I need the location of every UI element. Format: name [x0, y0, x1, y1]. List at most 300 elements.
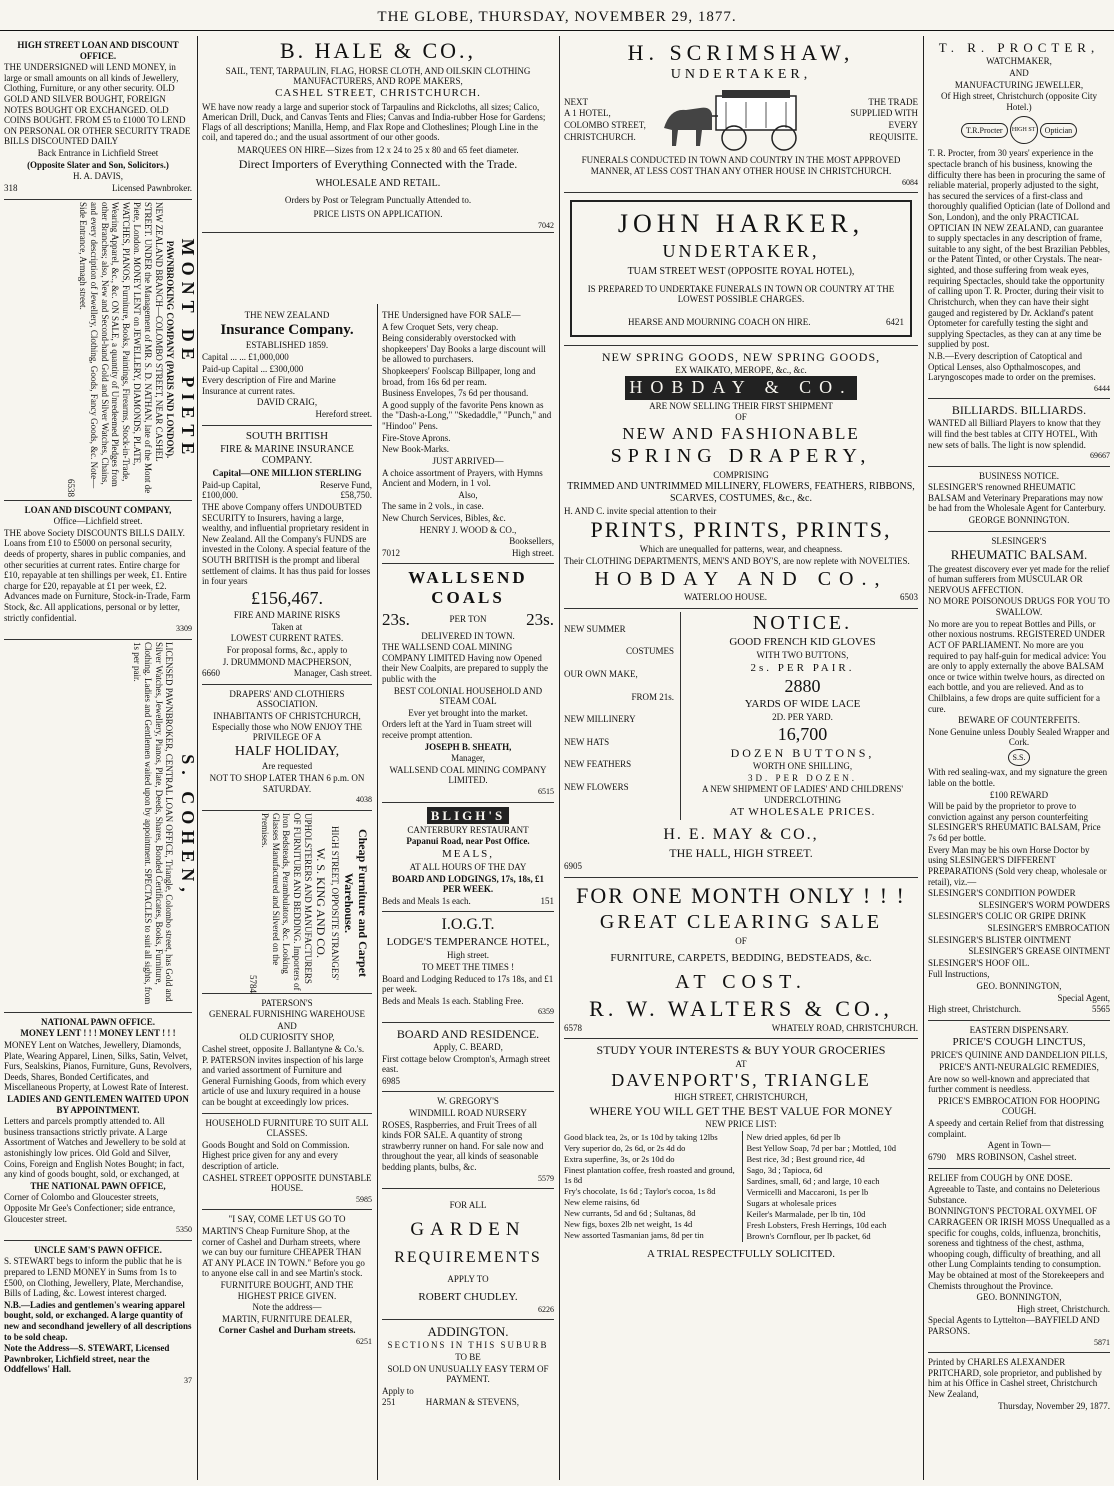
- ad-body: THE WALLSEND COAL MINING COMPANY LIMITED Having now Opened their New Coalpits, are prepared to supply the public with the: [382, 642, 548, 684]
- ad-to-be: TO BE: [455, 1351, 481, 1362]
- ad-cohen: [4, 640, 198, 1013]
- ad-opposite: (Opposite Slater and Son, Solicitors.): [27, 159, 169, 170]
- ad-body-2: Letters and parcels promptly attended to. All business transactions strictly private. A Large Assortment of Watches and Jewellery to be sold at astonishingly low prices. Old Gold and Silver, Coins, Foreign and English Notes Bought; in fact, any kind of goods bought, sold, or exchanged, at: [4, 1116, 186, 1180]
- ad-price-right: 23s.: [526, 609, 554, 629]
- ad-item: Fire-Stove Aprons.: [382, 432, 451, 443]
- ad-role: Licensed Pawnbroker.: [112, 182, 192, 193]
- price-item: Finest plantation coffee, fresh roasted and ground, 1s 8d: [564, 1164, 735, 1185]
- ad-heading: FOR ONE MONTH ONLY ! ! !: [576, 883, 906, 909]
- ad-worth: WORTH ONE SHILLING,: [752, 761, 853, 772]
- ad-prints: PRINTS, PRINTS, PRINTS,: [590, 517, 892, 543]
- ad-subtitle: WINDMILL ROAD NURSERY: [409, 1108, 527, 1118]
- ad-slesinger-balsam: [928, 532, 1110, 1021]
- ad-household: [202, 1114, 372, 1211]
- ad-title: PATERSON'S: [261, 997, 313, 1008]
- price-item: Fry's chocolate, 1s 6d ; Taylor's cocoa, 1s 8d: [564, 1185, 716, 1196]
- ad-address: CASHEL STREET, CHRISTCHURCH.: [275, 87, 481, 99]
- ad-hearse: HEARSE AND MOURNING COACH ON HIRE.: [628, 317, 811, 328]
- ad-per-ton: PER TON: [449, 614, 487, 625]
- price-item: New eleme raisins, 6d: [564, 1196, 640, 1207]
- ad-also: Also,: [458, 489, 478, 500]
- ad-number: 151: [540, 895, 554, 906]
- ad-number: 5871: [1094, 1337, 1110, 1347]
- ad-capital: Capital ... ... £1,000,000: [202, 351, 289, 362]
- ad-name: H. E. MAY & CO.,: [663, 826, 819, 844]
- sign-right: Optician: [1040, 123, 1078, 138]
- ad-meals: MEALS,: [441, 848, 495, 861]
- ad-title: RHEUMATIC BALSAM.: [950, 547, 1088, 563]
- ad-no-more: NO MORE POISONOUS DRUGS FOR YOU TO SWALLOW.: [928, 596, 1110, 618]
- ad-number: 4038: [356, 795, 372, 805]
- ad-and: AND: [277, 1020, 297, 1031]
- ad-number: 3309: [176, 624, 192, 634]
- ad-street: Hereford street.: [315, 408, 372, 419]
- ad-wood-booksellers: [382, 306, 554, 564]
- ad-subtitle: UNDERTAKER,: [670, 66, 812, 82]
- price-item: New dried apples, 6d per lb: [746, 1131, 841, 1142]
- ad-left-item: NEW HATS: [564, 736, 610, 747]
- ad-sold: SOLD ON UNUSUALLY EASY TERM OF PAYMENT.: [387, 1363, 549, 1385]
- ad-address: TUAM STREET WEST (OPPOSITE ROYAL HOTEL),: [627, 266, 855, 278]
- ad-title: B. HALE & CO.,: [280, 38, 476, 63]
- ad-relief-cough: [928, 1169, 1110, 1354]
- ad-number: 6790: [928, 1151, 946, 1162]
- ad-beware: BEWARE OF COUNTERFEITS.: [958, 715, 1080, 726]
- ad-subtitle: FIRE & MARINE INSURANCE COMPANY.: [220, 443, 354, 467]
- ad-comprising: COMPRISING: [713, 469, 769, 480]
- ad-scrimshaw: [564, 36, 918, 193]
- ad-count-lace: 2880: [784, 675, 821, 696]
- ad-title: DRAPERS' AND CLOTHIERS ASSOCIATION.: [229, 688, 345, 710]
- ad-address: Of High street, Christchurch (opposite City Hotel.): [941, 91, 1097, 112]
- ad-title: Cheap Furniture and Carpet Warehouse.: [341, 828, 370, 977]
- ad-left-line: NEXT: [564, 96, 588, 107]
- ad-national-pawn: [4, 1013, 192, 1241]
- ad-board: BOARD AND LODGINGS, 17s, 18s, £1 PER WEEK.: [391, 873, 545, 895]
- ad-body: Are now so well-known and appreciated that further comment is needless.: [928, 1073, 1090, 1095]
- ad-new: NEW AND FASHIONABLE: [622, 423, 860, 443]
- ad-paid-up: Paid-up Capital ... £300,000: [202, 363, 304, 374]
- ad-body: THE above Society DISCOUNTS BILLS DAILY. Loans from £10 to £5000 on personal security, deeds of property, shares in public companies, and other securities at current rates. Entire charge for £10, repayable at ten shillings per week, £1. Entire charge for £20, repayable at £1 per week, £2. Advances made on Furniture, Stock-in-Trade, Farm Stock, &c. All applications, personal or by letter, strictly confidential.: [4, 527, 191, 623]
- ad-number: 69667: [1090, 451, 1110, 461]
- ad-wholesale: AT WHOLESALE PRICES.: [729, 806, 876, 819]
- ad-title: GARDEN: [410, 1218, 526, 1240]
- ad-body: THE UNDERSIGNED will LEND MONEY, in large or small amounts on all kinds of Jewellery, Clothing, Furniture, or any other security. OLD GOLD AND SILVER BOUGHT, FOREIGN NOTES BOUGHT OR EXCHANGED. OLD COINS BOUGHT. FROM £5 to £1000 TO LEND ON PERSONAL OR OTHER SECURITY TRADE BILLS DISCOUNTED DAILY: [4, 62, 191, 147]
- ad-orders: Orders left at the Yard in Tuam street will receive prompt attention.: [382, 719, 532, 741]
- ad-heading: STUDY YOUR INTERESTS & BUY YOUR GROCERIES: [596, 1043, 886, 1058]
- price-item: New assorted Tasmanian jams, 8d per tin: [564, 1229, 704, 1240]
- ad-and: AND: [1009, 67, 1029, 78]
- ad-address: CASHEL STREET OPPOSITE DUNSTABLE HOUSE.: [202, 1172, 372, 1194]
- ad-procter: [928, 36, 1110, 399]
- masthead: THE GLOBE, THURSDAY, NOVEMBER 29, 1877.: [0, 4, 1114, 31]
- ad-established: ESTABLISHED 1859.: [245, 340, 329, 351]
- ad-number: 5565: [1092, 1004, 1110, 1015]
- ad-addington: [382, 1320, 554, 1413]
- ad-bought: FURNITURE BOUGHT, AND THE HIGHEST PRICE GIVEN.: [220, 1280, 354, 1301]
- ad-number: 6251: [356, 1337, 372, 1347]
- ad-body: INHABITANTS OF CHRISTCHURCH, Especially those who NOW ENJOY THE PRIVILEGE OF A: [211, 710, 363, 743]
- ad-hale-wide: [198, 36, 558, 304]
- ad-number: 5784: [248, 974, 259, 993]
- ad-office: Office—Lichfield street.: [53, 516, 143, 527]
- ad-special: Special Agents to Lyttelton—BAYFIELD AND PARSONS.: [928, 1315, 1100, 1337]
- ad-number: 7042: [538, 221, 554, 230]
- ad-subtitle: MONEY LENT ! ! ! MONEY LENT ! ! !: [20, 1028, 176, 1039]
- ad-body: The greatest discovery ever yet made for the relief of human sufferers from MUSCULAR OR NERVOUS AFFECTION.: [928, 563, 1110, 595]
- ad-body-3: Will be paid by the proprietor to prove to conviction against any person counterfeiting SLESINGER'S RHEUMATIC BALSAM, Price 7s 6d per bottle.: [928, 801, 1101, 844]
- ad-note: Note the address—: [252, 1302, 322, 1313]
- ad-body: WANTED all Billiard Players to know that they will find the best tables at CITY HOTEL, With new sets of balls. The light is now splendid.: [928, 418, 1101, 450]
- ad-title: WALLSEND COALS: [408, 568, 528, 608]
- ad-name: MRS ROBINSON, Cashel street.: [956, 1151, 1077, 1162]
- ad-item: A good supply of the favorite Pens known as the "Dash-a-Long," "Skedaddle," "Punch," and "Hindoo" Pens.: [382, 399, 552, 432]
- column-1: [0, 36, 196, 1480]
- ad-number: 6084: [902, 177, 918, 187]
- ad-brand: SLESINGER'S: [991, 535, 1047, 546]
- ad-invite: H. AND C. invite special attention to their: [564, 505, 717, 516]
- ad-left-line: CHRISTCHURCH.: [564, 131, 636, 142]
- ad-ever: Ever yet brought into the market.: [408, 707, 528, 718]
- ad-departments: Their CLOTHING DEPARTMENTS, MEN'S AND BOY'S, are now replete with NOVELTIES.: [564, 555, 910, 566]
- ad-body: T. R. Procter, from 30 years' experience in the spectacle branch of his business, knowing the difficulty there has been in procuring the same of reliable material, properly adjusted to the sight, has secured the services of a first-class and thoroughly qualified Optician (late of Dollond and Son, London), and the only PRACTICAL OPTICIAN IN NEW ZEALAND, can guarantee to supply spectacles in any description of frame, suitable to any sight, of the best Brazilian Pebbles, or the Patent Tinted, or other Crystals. The near-sighted, and those suffering from weak eyes, requiring Spectacles, should take the opportunity of calling upon T. R. Procter, during their visit to Christchurch, when they can have their sight gauged and registered by Dr. Ackland's patent Optometer for carefully testing the sight and supplying Spectacles, as they can at any time be supplied by post.: [928, 148, 1110, 350]
- ad-ships: EX WAIKATO, MEROPE, &c., &c.: [675, 364, 807, 375]
- ad-address: HIGH STREET, CHRISTCHURCH,: [674, 1092, 808, 1103]
- ad-title: BLIGH'S: [427, 807, 509, 824]
- ad-martin: [202, 1210, 372, 1351]
- ad-garden: [382, 1189, 554, 1320]
- ad-prep: SLESINGER'S GREASE OINTMENT: [968, 946, 1110, 957]
- ad-trial: A TRIAL RESPECTFULLY SOLICITED.: [647, 1247, 835, 1260]
- ad-name: MARTIN, FURNITURE DEALER,: [222, 1313, 352, 1324]
- ad-body: SECTIONS IN THIS SUBURB: [387, 1340, 549, 1351]
- column-4: [560, 36, 922, 1480]
- ad-company: WALLSEND COAL MINING COMPANY LIMITED.: [389, 764, 547, 786]
- ad-address: Corner of Colombo and Gloucester streets, Opposite Mr Gee's Confectioner; side entrance, Gloucester street.: [4, 1192, 176, 1224]
- ad-left-item: NEW SUMMER: [564, 623, 626, 634]
- ad-title: NATIONAL PAWN OFFICE.: [41, 1016, 155, 1027]
- ad-number: 6444: [1094, 383, 1110, 393]
- ad-lace: YARDS OF WIDE LACE: [744, 698, 861, 711]
- ad-number: 6226: [538, 1304, 554, 1314]
- ad-prep: SLESINGER'S BLISTER OINTMENT: [928, 934, 1072, 945]
- ad-title: W. GREGORY'S: [437, 1096, 499, 1107]
- ad-item: A few Croquet Sets, very cheap.: [382, 321, 499, 332]
- ad-left-item: NEW FEATHERS: [564, 759, 632, 770]
- ad-street: High street.: [447, 950, 489, 961]
- ad-prep: SLESINGER'S WORM POWDERS: [978, 899, 1110, 910]
- ad-heading: NEW SPRING GOODS, NEW SPRING GOODS,: [601, 349, 881, 364]
- ad-role: Special Agent,: [1057, 992, 1110, 1003]
- ad-same: The same in 2 vols., in case.: [382, 501, 484, 512]
- ad-name: GEO. BONNINGTON,: [976, 1292, 1062, 1303]
- ad-body: WE have now ready a large and superior stock of Tarpaulins and Rickcloths, all sizes; Calico, American Drill, Duck, and Canvas Tents and Flies; Canvas and India-rubber Hose for Gardens; Flags of all descriptions; Manilla, Hemp, and Flax Rope and Clotheslines; Plough Line in the coil, and tapered do.; and the usual assortment of our other goods.: [202, 102, 546, 142]
- ad-importers: Direct Importers of Everything Connected with the Trade.: [238, 157, 518, 171]
- ad-price-lists: PRICE LISTS ON APPLICATION.: [313, 209, 443, 219]
- ad-eastern-dispensary: [928, 1021, 1110, 1169]
- ad-body: NEW ZEALAND BRANCH—COLOMBO STREET, NEAR CASHEL STREET. UNDER the Management of MR. S. D. NATHAN, late of the Mont de Piete, London. MONEY LENT on JEWELLERY, DIAMONDS, PLATE, WATCHES, PIANOS, Furniture, Books, Paintings, Firearms, Stock-in-Trade, Wearing Apparel, &c., &c. ON SALE, a quantity of Unredeemed Pledges from other Branches; also, New and Second-hand Gold and Silver Watches, Chains, and every description of Jewellery, Clothing, Goods, Fancy Goods, &c. Note—Side Entrance, Armagh street.: [78, 201, 164, 493]
- ad-agent: GEORGE BONNINGTON.: [968, 515, 1070, 526]
- ad-items: FURNITURE, CARPETS, BEDDING, BEDSTEADS, &c.: [610, 952, 872, 965]
- ad-services: New Church Services, Bibles, &c.: [382, 512, 506, 523]
- ad-times: TO MEET THE TIMES !: [421, 961, 515, 972]
- ad-body-2: No more are you to repeat Bottles and Pills, or other noxious nostrums. REGISTERED UNDER ACT OF PARLIAMENT. No more are you required to pay half-guin for medical advice: You are only to apply externally the above BALSAM once or twice within twelve hours, as directed on each bottle, and you are relieved. And as to Chilblains, a few drops are quite sufficient for a cure.: [928, 618, 1106, 714]
- ad-hall: THE HALL, HIGH STREET.: [669, 846, 813, 861]
- ad-spring: SPRING DRAPERY,: [610, 444, 872, 467]
- ad-board-residence: [382, 1023, 554, 1093]
- ad-item: Shopkeepers' Foolscap Billpaper, long and broad, from 16s 6d per ream.: [382, 366, 536, 387]
- ad-risks: FIRE AND MARINE RISKS: [233, 610, 341, 621]
- ad-body: FUNERALS CONDUCTED IN TOWN AND COUNTRY IN THE MOST APPROVED MANNER, AT LESS COST THAN ANY OTHER HOUSE IN CHRISTCHURCH.: [581, 155, 901, 177]
- ad-embrocation: PRICE'S EMBROCATION FOR HOOPING COUGH.: [938, 1095, 1100, 1117]
- ad-corner: Corner Cashel and Durham streets.: [218, 1325, 356, 1336]
- ad-neuralgic: PRICE'S ANTI-NEURALGIC REMEDIES,: [939, 1062, 1099, 1073]
- ad-for-all: FOR ALL: [449, 1200, 487, 1211]
- ad-prayers: A choice assortment of Prayers, with Hymns Ancient and Modern, in 1 vol.: [382, 467, 543, 489]
- ad-walters: [564, 878, 918, 1039]
- ad-number: 318: [4, 182, 18, 193]
- ad-prep: SLESINGER'S COLIC OR GRIPE DRINK: [928, 911, 1087, 922]
- printer-imprint: [928, 1353, 1110, 1416]
- ad-address: High street, Christchurch.: [1017, 1303, 1110, 1314]
- sign-left: T.R.Procter: [961, 123, 1008, 138]
- ad-number: 6359: [538, 1007, 554, 1017]
- ad-nb: N.B.—Ladies and gentlemen's wearing apparel bought, sold, or exchanged. A large quantity of new and secondhand jewellery of all descriptions to be sold cheap.: [4, 1299, 192, 1342]
- ad-left-line: COLOMBO STREET,: [564, 119, 646, 130]
- ad-quinine: PRICE'S QUININE AND DANDELION PILLS,: [930, 1050, 1108, 1061]
- ad-left-item: FROM 21s.: [631, 691, 674, 702]
- ad-orders: Orders by Post or Telegram Punctually Attended to.: [284, 195, 472, 205]
- ad-number: 6421: [886, 317, 904, 328]
- ad-name: W. S. KING AND CO.: [314, 847, 329, 958]
- ad-body: ROSES, Raspberries, and Fruit Trees of all kinds FOR SALE. A quantity of strong strawberry runner on hand. For sale now and throughout the year, all kinds of seasonable bedding plants, bulbs, &c.: [382, 1119, 544, 1173]
- ad-apply: APPLY TO: [447, 1273, 489, 1284]
- ad-number: 5985: [356, 1194, 372, 1204]
- ad-address: High street, Christchurch.: [928, 1004, 1021, 1015]
- price-item: Vermicelli and Maccaroni, 1s per lb: [746, 1186, 869, 1197]
- ad-davenport: [564, 1039, 918, 1266]
- seal-icon: S.S.: [1008, 749, 1031, 766]
- ad-speedy: A speedy and certain Relief from that distressing complaint.: [928, 1118, 1104, 1139]
- ad-street: High street.: [512, 547, 554, 558]
- ad-amount: £156,467.: [251, 587, 323, 608]
- ad-role: Booksellers,: [509, 536, 554, 547]
- ad-right-line: EVERY: [888, 119, 918, 130]
- ad-gloves: GOOD FRENCH KID GLOVES: [729, 636, 876, 649]
- price-item: Sardines, small, 6d ; and large, 10 each: [746, 1175, 880, 1186]
- ad-arrived: JUST ARRIVED—: [432, 455, 504, 466]
- ad-price-left: 23s.: [382, 609, 410, 629]
- ad-company: Insurance Company.: [220, 321, 354, 338]
- ad-requested: Are requested: [261, 761, 313, 772]
- ad-subtitle: UNDERTAKER,: [662, 240, 820, 261]
- ad-title: T. R. PROCTER,: [938, 40, 1100, 55]
- ad-title: BOARD AND RESIDENCE.: [396, 1026, 540, 1041]
- ad-title: THE NEW ZEALAND: [244, 310, 330, 320]
- ad-name: R. W. WALTERS & CO.,: [589, 995, 893, 1021]
- column-3: [378, 306, 558, 1480]
- ad-name: HOBDAY AND CO.,: [594, 567, 888, 590]
- ad-count-buttons: 16,700: [777, 723, 828, 744]
- ad-pair: 2s. PER PAIR.: [750, 661, 855, 674]
- ad-may-notice: [564, 609, 918, 878]
- ad-full: Full Instructions,: [928, 969, 990, 980]
- ad-left-item: OUR OWN MAKE,: [564, 668, 638, 679]
- ad-prep: SLESINGER'S HOOF OIL.: [928, 957, 1030, 968]
- sign-middle: HIGH ST: [1010, 116, 1038, 144]
- ad-shipment: A NEW SHIPMENT OF LADIES' AND CHILDRENS' UNDERCLOTHING: [702, 784, 903, 805]
- ad-address: WHATELY ROAD, CHRISTCHURCH.: [771, 1022, 918, 1033]
- ad-title: BUSINESS NOTICE.: [978, 470, 1059, 481]
- ad-body: SLESINGER'S renowned RHEUMATIC BALSAM and Veterinary Preparations may now be had from the Wholesale Agent for Canterbury.: [928, 482, 1106, 514]
- ad-not-shop: NOT TO SHOP LATER THAN 6 p.m. ON SATURDAY.: [209, 772, 365, 794]
- ad-king: [202, 811, 372, 994]
- ad-body: IS PREPARED TO UNDERTAKE FUNERALS IN TOWN OR COUNTRY AT THE LOWEST POSSIBLE CHARGES.: [587, 283, 895, 305]
- ad-wholesale: WHOLESALE AND RETAIL.: [315, 178, 441, 189]
- ad-business-notice: [928, 467, 1110, 532]
- ad-high-street-loan: [4, 36, 192, 200]
- ad-title: HOUSEHOLD FURNITURE TO SUIT ALL CLASSES.: [205, 1117, 369, 1139]
- ad-body: Board and Lodging Reduced to 17s 18s, and £1 per week.: [382, 973, 554, 995]
- ad-old-curiosity: OLD CURIOSITY SHOP,: [239, 1032, 335, 1043]
- ad-title: RELIEF from COUGH by ONE DOSE.: [928, 1172, 1073, 1183]
- ad-loan-discount-company: [4, 501, 192, 640]
- ad-taste: Agreeable to Taste, and contains no Deleterious Substance.: [928, 1184, 1100, 1205]
- ad-title: THE Undersigned have FOR SALE—: [382, 310, 521, 320]
- ad-beds: Beds and Meals 1s each.: [382, 895, 471, 906]
- ad-agent: GEO. BONNINGTON,: [976, 981, 1062, 991]
- ad-role: Manager,: [451, 753, 485, 764]
- ad-body: Cashel street, opposite J. Ballantyne & Co.'s. P. PATERSON invites inspection of his large and varied assortment of Furniture and General Furnishing Goods, from which every article of use and luxury required in a house can be bought at exceedingly low prices.: [202, 1043, 366, 1108]
- price-item: Sugars at wholesale prices: [746, 1197, 837, 1208]
- ad-apply: Apply to: [382, 1385, 414, 1396]
- ad-bligh: [382, 803, 554, 913]
- ad-agent: J. DRUMMOND MACPHERSON,: [222, 656, 352, 667]
- ad-right-line: THE TRADE: [868, 96, 918, 107]
- ad-genuine: None Genuine unless Doubly Sealed Wrapper and Cork.: [928, 726, 1110, 748]
- ad-title: I.O.G.T.: [441, 916, 495, 934]
- ad-nz-insurance: [202, 306, 372, 426]
- price-item: Keiler's Marmalade, per lb tin, 10d: [746, 1208, 866, 1219]
- ad-capital: Capital—ONE MILLION STERLING: [212, 468, 362, 479]
- ad-item: New Book-Marks.: [382, 444, 449, 455]
- hearse-illustration: [656, 84, 826, 154]
- column-2-body: [198, 306, 376, 1480]
- ad-subtitle: SAIL, TENT, TARPAULIN, FLAG, HORSE CLOTH, AND OILSKIN CLOTHING MANUFACTURERS, AND ROPE MAKERS,: [225, 66, 531, 86]
- ad-title: DAVENPORT'S, TRIANGLE: [611, 1070, 871, 1091]
- ad-at-cost: AT COST.: [675, 971, 807, 994]
- ad-title: EASTERN DISPENSARY.: [969, 1024, 1069, 1035]
- ad-right-line: SUPPLIED WITH: [850, 108, 918, 119]
- ad-dozen: DOZEN BUTTONS,: [730, 745, 875, 760]
- ad-marquees: MARQUEES ON HIRE—Sizes from 12 x 24 to 25 x 80 and 65 feet diameter.: [237, 145, 519, 155]
- ad-best-value: WHERE YOU WILL GET THE BEST VALUE FOR MONEY: [589, 1103, 893, 1118]
- ad-body: First cottage below Crompton's, Armagh street east.: [382, 1053, 551, 1075]
- ad-best: BEST COLONIAL HOUSEHOLD AND STEAM COAL: [393, 685, 543, 707]
- ad-quote: "I SAY, COME LET US GO TO: [228, 1214, 346, 1225]
- ad-body: THE above Company offers UNDOUBTED SECURITY to Insurers, having a large, wealthy, and influential proprietary resident in New Zealand. All the Company's FUNDS are invested in the Colony. A special feature of the SOUTH BRITISH is the prompt and liberal settlement of claims. It has thus paid for losses in four years: [202, 501, 371, 587]
- ad-left-item: NEW MILLINERY: [564, 714, 636, 725]
- ad-paid-up: Paid-up Capital, £100,000.: [202, 479, 261, 501]
- ad-hobday: [564, 346, 918, 609]
- ad-body: UPHOLSTERERS AND MANUFACTURERS OF FURNITURE AND BEDDING. Importers of Iron Bedsteads, Perambulators, &c. Looking Glasses Manufactured and Silvered on the Premises.: [259, 812, 314, 991]
- ad-number: 6985: [382, 1075, 400, 1086]
- ad-per-dozen: 3D. PER DOZEN.: [748, 772, 857, 783]
- ad-role: WATCHMAKER,: [986, 56, 1052, 67]
- ad-doctor: Every Man may be his own Horse Doctor by using SLESINGER'S DIFFERENT PREPARATIONS (Sold very cheap, wholesale or retail), viz.—: [928, 844, 1107, 887]
- ad-entrance: Back Entrance in Lichfield Street: [37, 148, 159, 159]
- ad-number: 6503: [900, 592, 918, 603]
- ad-body: S. STEWART begs to inform the public that he is prepared to LEND MONEY in Sums from 1s to £500, on Clothing, Jewellery, Plate, Merchandise, Bills of Lading, &c. Lowest interest charged.: [4, 1256, 184, 1299]
- ad-manufacturing: MANUFACTURING JEWELLER,: [954, 79, 1084, 90]
- ad-wax: With red sealing-wax, and my signature the green lable on the bottle.: [928, 767, 1108, 789]
- ad-prep: SLESINGER'S CONDITION POWDER: [928, 888, 1076, 899]
- ad-of: OF: [735, 412, 747, 423]
- ad-ladies: LADIES AND GENTLEMEN WAITED UPON BY APPOINTMENT.: [7, 1093, 189, 1115]
- ad-buttons: WITH TWO BUTTONS,: [756, 650, 849, 661]
- price-item: Brown's Cornflour, per lb packet, 6d: [746, 1230, 871, 1241]
- ad-body: Every description of Fire and Marine Insurance at current rates.: [202, 375, 336, 396]
- price-item: Best Yellow Soap, 7d per bar ; Mottled, 10d: [746, 1142, 896, 1153]
- ad-price-list: NEW PRICE LIST:: [705, 1119, 777, 1130]
- ad-gregory: [382, 1092, 554, 1189]
- ad-body: MONEY Lent on Watches, Jewellery, Diamonds, Plate, Wearing Apparel, Linen, Silks, Satin, Velvet, Furs, Sealskins, Pianos, Furniture, Guns, Revolvers, Deeds, Shares, Bonded Certificates, and Miscellaneous Property, at Lowest Rate of Interest.: [4, 1039, 192, 1093]
- ad-number: 6578: [564, 1022, 582, 1033]
- ad-subtitle: CANTERBURY RESTAURANT: [407, 824, 529, 835]
- column-5: [924, 36, 1114, 1480]
- ad-number: 5579: [538, 1173, 554, 1183]
- ad-iogt: [382, 912, 554, 1022]
- ad-name: HENRY J. WOOD & CO.,: [419, 524, 517, 535]
- ad-title: UNCLE SAM'S PAWN OFFICE.: [34, 1244, 162, 1255]
- ad-apply: Apply, C. BEARD,: [433, 1041, 503, 1052]
- ad-number: 6660: [202, 668, 220, 679]
- ad-address: Papanui Road, near Post Office.: [406, 836, 530, 847]
- ad-number: 5350: [176, 1225, 192, 1235]
- ad-items: TRIMMED AND UNTRIMMED MILLINERY, FLOWERS, FEATHERS, RIBBONS, SCARVES, COSTUMES, &c., &c.: [567, 481, 915, 504]
- ad-role: Manager, Cash street.: [293, 668, 372, 679]
- ad-harker: [564, 193, 918, 346]
- ad-agent: DAVID CRAIG,: [256, 397, 318, 408]
- price-item: Extra superfine, 3s, or 2s 10d do: [564, 1153, 675, 1164]
- ad-subtitle: LODGE'S TEMPERANCE HOTEL,: [386, 936, 550, 949]
- ad-selling: ARE NOW SELLING THEIR FIRST SHIPMENT: [649, 400, 833, 411]
- ad-name: H. A. DAVIS,: [72, 171, 124, 182]
- ad-prep: SLESINGER'S EMBROCATION: [987, 922, 1110, 933]
- ad-taken: Taken at: [271, 621, 303, 632]
- ad-agent: Agent in Town—: [987, 1140, 1051, 1151]
- ad-house: WATERLOO HOUSE.: [684, 592, 767, 603]
- price-item: Sago, 3d ; Tapioca, 6d: [746, 1164, 823, 1175]
- ad-south-british: [202, 426, 372, 685]
- ad-title: MONT DE PIETE: [178, 238, 198, 460]
- ad-address: HIGH STREET, OPPOSITE STRANGES': [330, 825, 341, 980]
- ad-title: SOUTH BRITISH: [245, 429, 329, 442]
- procter-sign: [928, 116, 1110, 144]
- ad-title: JOHN HARKER,: [617, 209, 865, 239]
- ad-number: 7012: [382, 547, 400, 558]
- ad-name: ROBERT CHUDLEY.: [418, 1290, 518, 1303]
- ad-title: H. SCRIMSHAW,: [627, 40, 855, 65]
- ad-mont-de-piete: [4, 200, 198, 501]
- ad-right-line: REQUISITE.: [869, 131, 918, 142]
- ad-title: BILLIARDS. BILLIARDS.: [951, 403, 1087, 418]
- ad-title: S. COHEN,: [178, 753, 198, 898]
- ad-reward: £100 REWARD: [989, 789, 1049, 800]
- ad-rates: LOWEST CURRENT RATES.: [230, 633, 344, 644]
- ad-uncle-sams: [4, 1241, 192, 1391]
- ad-body: Goods Bought and Sold on Commission. Highest price given for any and every description of article.: [202, 1139, 350, 1172]
